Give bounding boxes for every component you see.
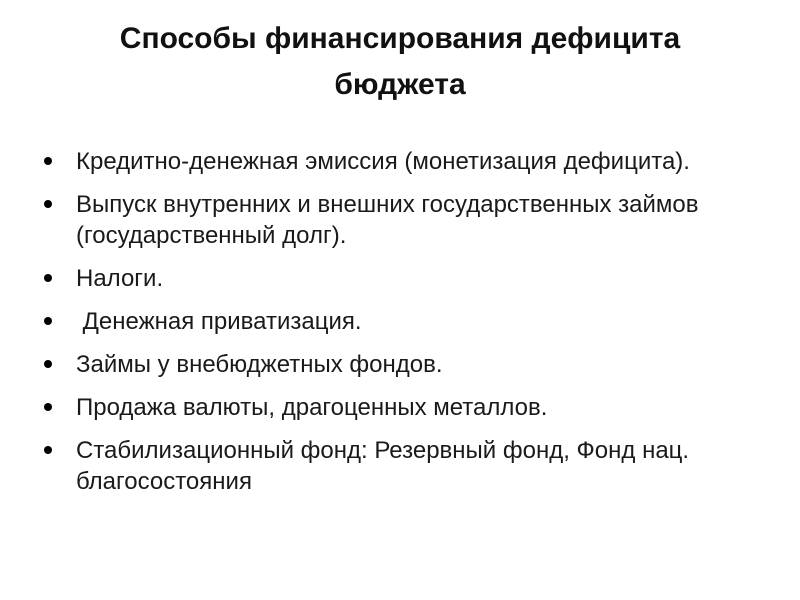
bullet-text: Стабилизационный фонд: Резервный фонд, Фонд нац. благосостояния	[76, 437, 696, 495]
list-item	[40, 146, 760, 177]
bullet-icon	[44, 274, 52, 282]
bullet-text: Продажа валюты, драгоценных металлов.	[76, 394, 548, 421]
list-item	[40, 306, 760, 337]
bullet-icon	[44, 360, 52, 368]
bullet-text: Выпуск внутренних и внешних государственных займов (государственный долг).	[76, 191, 706, 249]
bullet-icon	[44, 200, 52, 208]
list-item	[40, 263, 760, 294]
list-item	[40, 392, 760, 423]
bullet-icon	[44, 403, 52, 411]
list-item	[40, 435, 760, 497]
bullet-text: Денежная приватизация.	[76, 308, 362, 335]
bullet-text: Налоги.	[76, 265, 164, 292]
bullet-icon	[44, 446, 52, 454]
list-item	[40, 349, 760, 380]
slide-title: Способы финансирования дефицита бюджета	[119, 22, 681, 101]
bullet-list	[40, 146, 760, 509]
bullet-icon	[44, 317, 52, 325]
bullet-text: Займы у внебюджетных фондов.	[76, 351, 443, 378]
list-item	[40, 189, 760, 251]
bullet-icon	[44, 157, 52, 165]
bullet-text: Кредитно-денежная эмиссия (монетизация дефицита).	[76, 148, 690, 175]
